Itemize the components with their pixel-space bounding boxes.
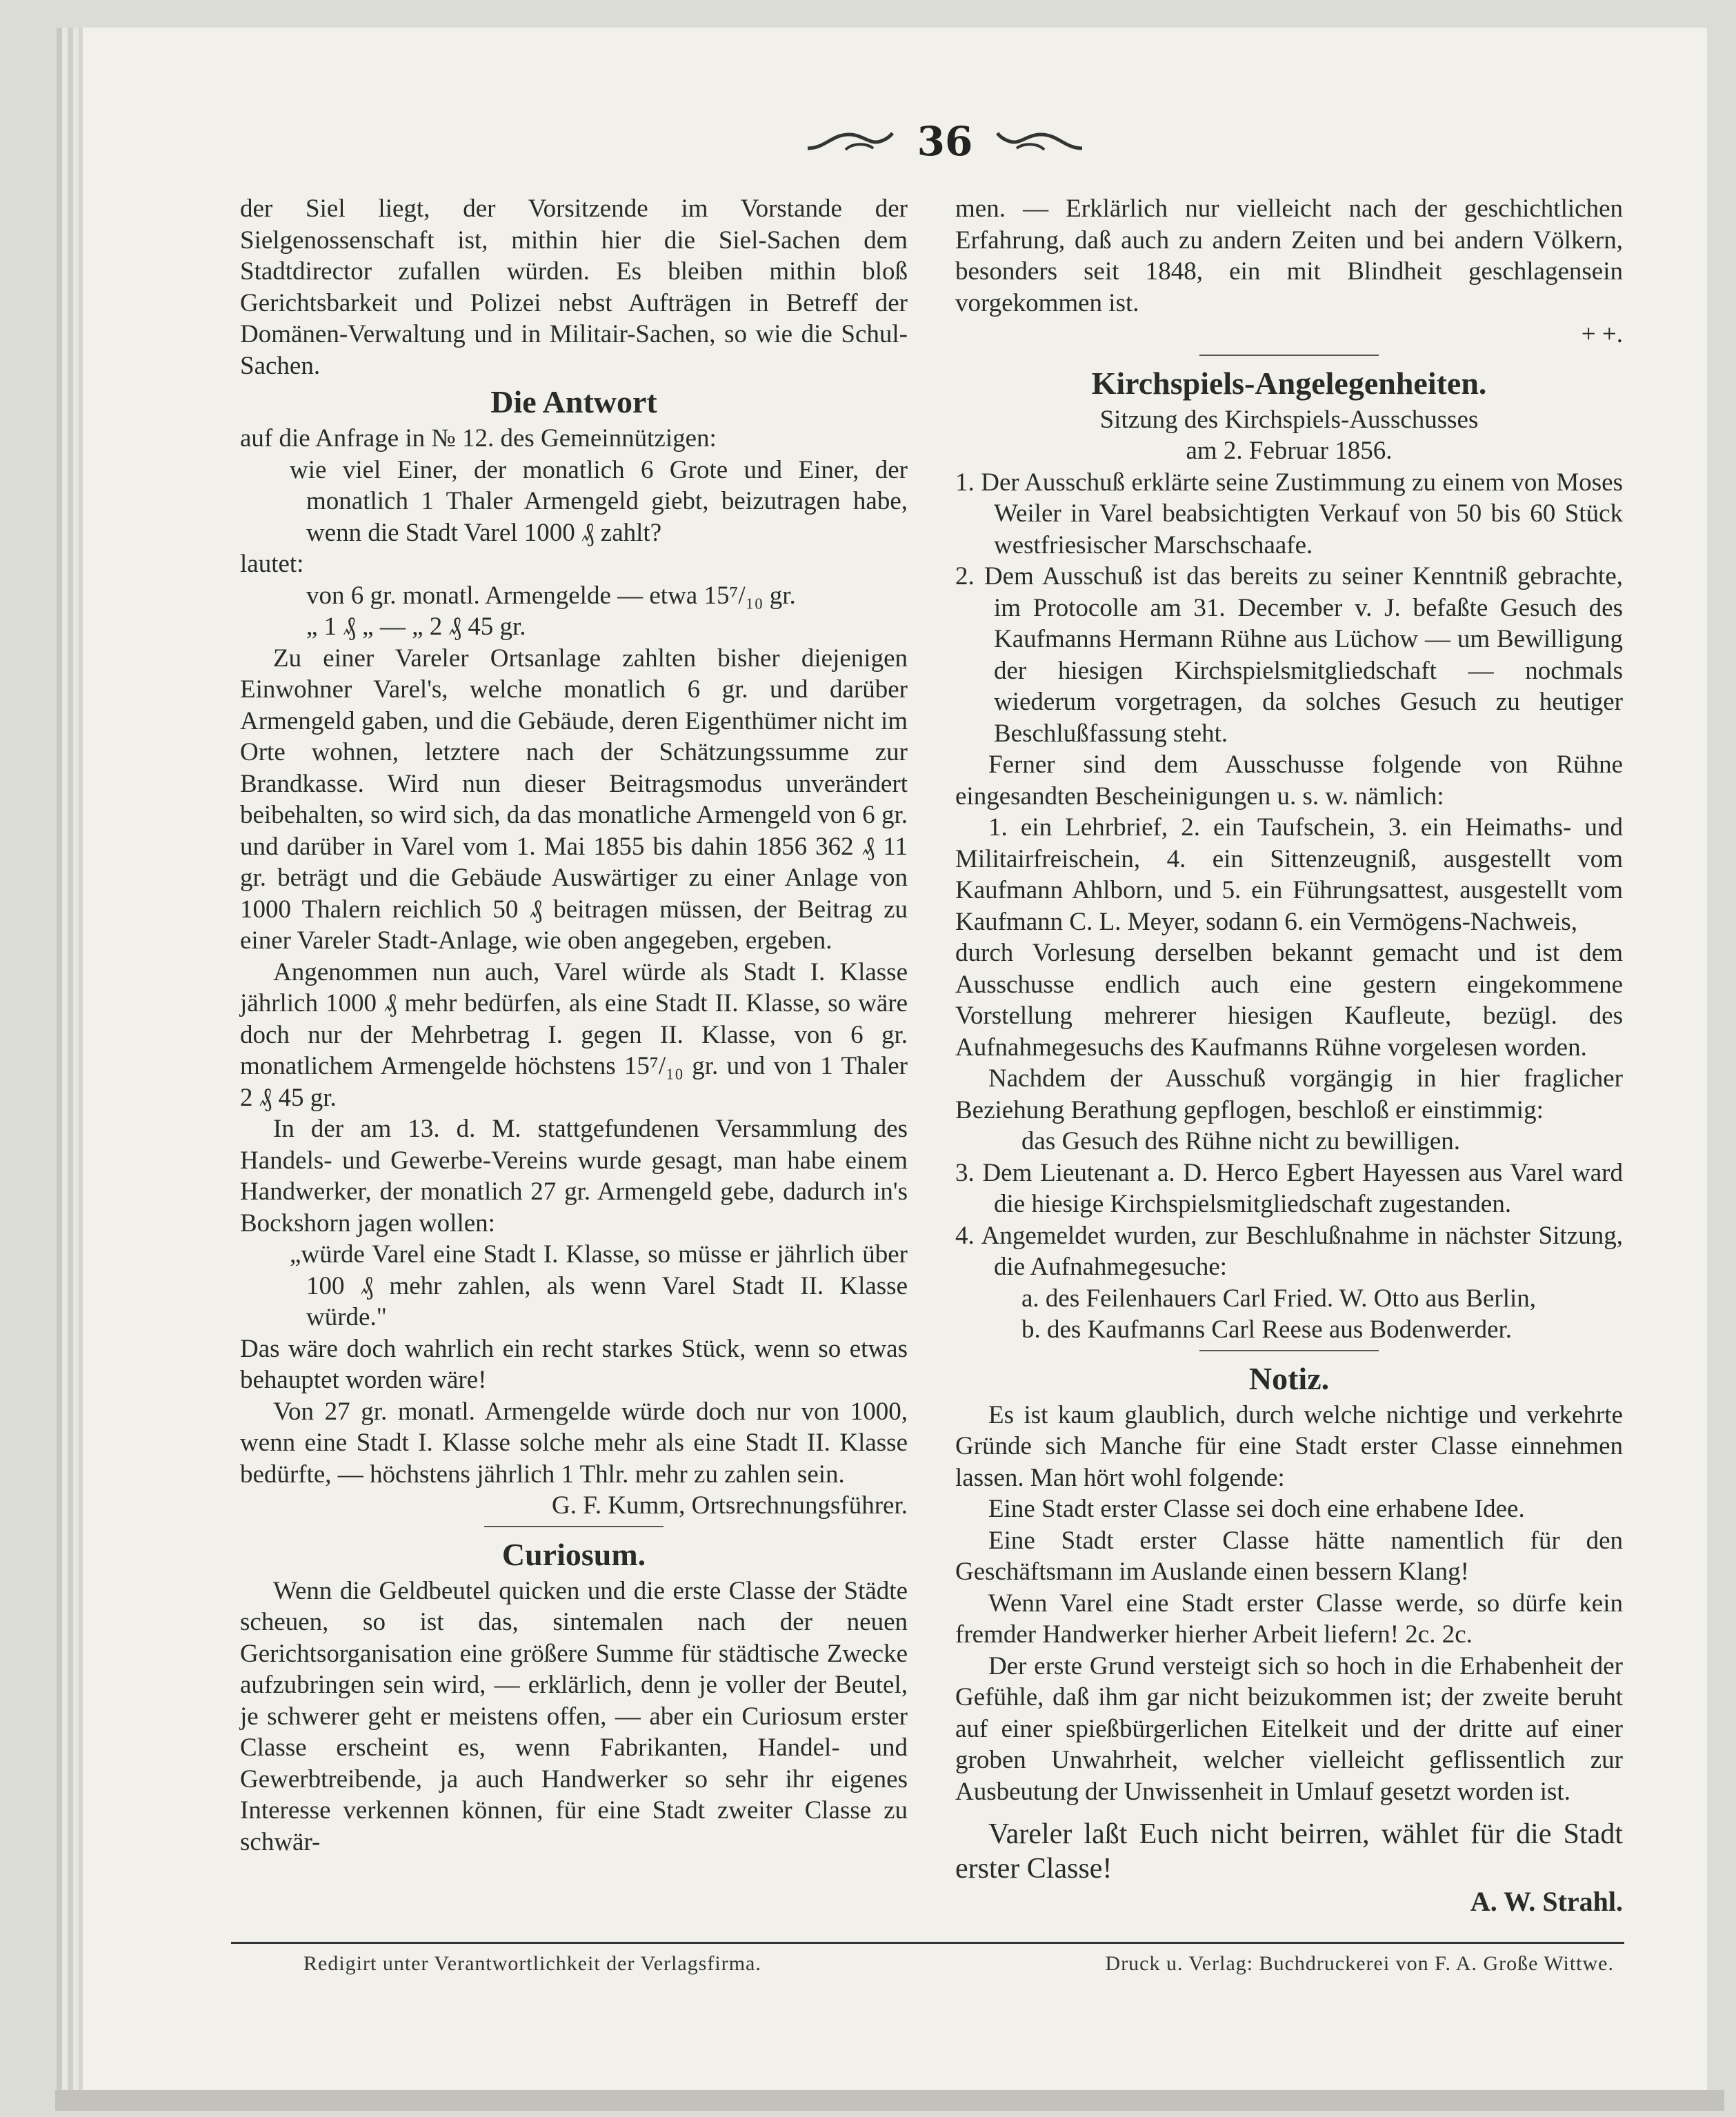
notiz-paragraph-2: Eine Stadt erster Classe sei doch eine erhabene Idee. (988, 1495, 1525, 1523)
left-column (240, 193, 908, 1858)
left-ornament-icon (804, 128, 894, 155)
item-1: 1. Der Ausschuß erklärte seine Zustimmung zu einem von Moses Weiler in Varel beabsichtigten Verkauf von 50 bis 60 Stück westfriesischer Marschschaafe. (955, 468, 1623, 559)
footer-editor: Redigirt unter Verantwortlichkeit der Verlagsfirma. (303, 1952, 761, 1975)
continuation-paragraph: men. — Erklärlich nur vielleicht nach der geschichtlichen Erfahrung, daß auch zu andern Zeiten und bei andern Völkern, besonders seit 1848, ein mit Blindheit geschlagensein vorgekommen ist. (955, 195, 1623, 317)
item-4-b: b. des Kaufmanns Carl Reese aus Bodenwerder. (1021, 1315, 1513, 1344)
curiosum-text: Wenn die Geldbeutel quicken und die erste Classe der Städte scheuen, so ist das, sintemalen nach der neuen Gerichtsorganisation eine größere Summe für städtische Zwecke aufzubringen sein wird, — erklärlich, denn je voller der Beutel, je schwerer geht er meistens offen, — aber ein Curiosum erster Classe erscheint es, wenn Fabrikanten, Handel- und Gewerbtreibende, ja auch Handwerker so sehr ihr eigenes Interesse verkennen können, für eine Stadt zweiter Classe zu schwär- (240, 1576, 908, 1856)
paragraph-2: Angenommen nun auch, Varel würde als Stadt I. Klasse jährlich 1000 ₰ mehr bedürfen, als eine Stadt II. Klasse, so wäre doch nur der Mehrbetrag I. gegen II. Klasse, von 6 gr. monatlichem Armengelde höchstens 15⁷/₁₀ gr. und von 1 Thaler 2 ₰ 45 gr. (240, 957, 908, 1112)
sitzung-line-2: am 2. Februar 1856. (1186, 437, 1393, 465)
notiz-paragraph-4: Wenn Varel eine Stadt erster Classe werde, so dürfe kein fremder Handwerker hierher Arbeit liefern! 2c. 2c. (955, 1589, 1623, 1649)
antwort-heading: Die Antwort (490, 384, 657, 419)
notiz-paragraph-5: Der erste Grund versteigt sich so hoch in die Erhabenheit der Gefühle, daß ihm gar nicht beizukommen ist; der zweite beruht auf einer spießbürgerlichen Eitelkeit und der dritte auf einer groben Unwahrheit, welcher vielleicht geflissentlich zur Ausbeutung der Unwissenheit in Umlauf gesetzt worden ist. (955, 1651, 1623, 1806)
paragraph-4: Das wäre doch wahrlich ein recht starkes Stück, wenn so etwas behauptet worden wäre! (240, 1334, 908, 1394)
antwort-line: auf die Anfrage in № 12. des Gemeinnützigen: (240, 424, 717, 453)
item-4: 4. Angemeldet wurden, zur Beschlußnahme in nächster Sitzung, die Aufnahmegesuche: (955, 1221, 1623, 1281)
item-2-ferner: Ferner sind dem Ausschusse folgende von Rühne eingesandten Bescheinigungen u. s. w. nämlich: (955, 751, 1623, 811)
item-2: 2. Dem Ausschuß ist das bereits zu seiner Kenntniß gebrachte, im Protocolle am 31. December v. J. befaßte Gesuch des Kaufmanns Hermann Rühne aus Lüchow — um Bewilligung der hiesigen Kirchspielsmitgliedschaft — nochmals wiederum vorgetragen, da solches Gesuch zu heutiger Beschlußfassung steht. (955, 562, 1623, 748)
paragraph-1: Zu einer Vareler Ortsanlage zahlten bisher diejenigen Einwohner Varel's, welche monatlich 6 gr. und darüber Armengeld gaben, und die Gebäude, deren Eigenthümer nicht im Orte wohnen, letztere nach der Schätzungssumme zur Brandkasse. Wird nun dieser Beitragsmodus unverändert beibehalten, so wird sich, da das monatliche Armengeld von 6 gr. und darüber in Varel vom 1. Mai 1855 bis dahin 1856 362 ₰ 11 gr. beträgt und die Gebäude Auswärtiger zu einer Anlage von 1000 Thalern reichlich 50 ₰ beitragen müssen, der Beitrag zu einer Vareler Stadt-Anlage, wie oben angegeben, ergeben. (240, 644, 908, 955)
paragraph-5: Von 27 gr. monatl. Armengelde würde doch nur von 1000, wenn eine Stadt I. Klasse solche mehr als eine Stadt II. Klasse bedürfte, — höchstens jährlich 1 Thlr. mehr zu zahlen sein. (240, 1397, 908, 1489)
divider (1199, 355, 1379, 356)
notiz-paragraph-1: Es ist kaum glaublich, durch welche nichtige und verkehrte Gründe sich Manche für eine Stadt erster Classe einnehmen lassen. Man hört wohl folgende: (955, 1400, 1623, 1492)
kirchspiel-heading: Kirchspiels-Angelegenheiten. (1091, 365, 1487, 401)
calc-line-1: von 6 gr. monatl. Armengelde — etwa 15⁷/₁₀ gr. (306, 581, 796, 610)
page-edge (55, 2090, 1724, 2111)
footer-printer: Druck u. Verlag: Buchdruckerei von F. A. Große Wittwe. (1105, 1952, 1614, 1975)
kumm-signature: G. F. Kumm, Ortsrechnungsführer. (552, 1491, 908, 1520)
continuation-mark: + +. (1581, 320, 1623, 348)
lautet-label: lautet: (240, 550, 304, 578)
strahl-signature: A. W. Strahl. (1470, 1886, 1623, 1917)
quote: „würde Varel eine Stadt I. Klasse, so müsse er jährlich über 100 ₰ mehr zahlen, als wenn Varel Stadt II. Klasse würde." (290, 1240, 908, 1331)
notiz-paragraph-3: Eine Stadt erster Classe hätte namentlich für den Geschäftsmann im Auslande einen bessern Klang! (955, 1526, 1623, 1586)
sitzung-line-1: Sitzung des Kirchspiels-Ausschusses (1099, 405, 1479, 434)
notiz-heading: Notiz. (1248, 1360, 1330, 1396)
item-2-list: 1. ein Lehrbrief, 2. ein Taufschein, 3. ein Heimaths- und Militairfreischein, 4. ein Sittenzeugniß, ausgestellt vom Kaufmann Ahlborn, und 5. ein Führungsattest, ausgestellt vom Kaufmann C. L. Meyer, sodann 6. ein Vermögens-Nachweis, (955, 813, 1623, 936)
footer-rule (231, 1942, 1624, 1944)
item-2-beschluss: das Gesuch des Rühne nicht zu bewilligen. (1021, 1127, 1461, 1155)
footer (303, 1952, 1614, 1976)
page-header (779, 114, 1110, 169)
intro-paragraph: der Siel liegt, der Vorsitzende im Vorstande der Sielgenossenschaft ist, mithin hier die Siel-Sachen dem Stadtdirector zufallen würden. Es bleiben mithin bloß Gerichtsbarkeit und Polizei nebst Aufträgen in Betreff der Domänen-Verwaltung und in Militair-Sachen, so wie die Schul-Sachen. (240, 195, 908, 380)
calc-line-2: „ 1 ₰ „ — „ 2 ₰ 45 gr. (306, 613, 526, 641)
appeal: Vareler laßt Euch nicht beirren, wählet für die Stadt erster Classe! (955, 1818, 1623, 1885)
item-2-nachdem: Nachdem der Ausschuß vorgängig in hier fraglicher Beziehung Berathung gepflogen, beschloß er einstimmig: (955, 1064, 1623, 1124)
divider (1199, 1350, 1379, 1351)
item-2-vorlesung: durch Vorlesung derselben bekannt gemacht und ist dem Ausschusse endlich auch eine gestern eingekommene Vorstellung mehrerer hiesigen Kaufleute, bezügl. des Aufnahmegesuchs des Kaufmanns Rühne vorgelesen worden. (955, 939, 1623, 1062)
curiosum-heading: Curiosum. (501, 1536, 646, 1572)
right-ornament-icon (996, 128, 1086, 155)
divider (484, 1526, 664, 1527)
item-3: 3. Dem Lieutenant a. D. Herco Egbert Hayessen aus Varel ward die hiesige Kirchspielsmitgliedschaft zugestanden. (955, 1158, 1623, 1218)
right-column (955, 193, 1623, 1918)
page-number: 36 (917, 118, 973, 165)
paragraph-3: In der am 13. d. M. stattgefundenen Versammlung des Handels- und Gewerbe-Vereins wurde gesagt, man habe einem Handwerker, der monatlich 27 gr. Armengeld gebe, dadurch in's Bockshorn jagen wollen: (240, 1115, 908, 1238)
item-4-a: a. des Feilenhauers Carl Fried. W. Otto aus Berlin, (1021, 1284, 1537, 1313)
antwort-question: wie viel Einer, der monatlich 6 Grote und Einer, der monatlich 1 Thaler Armengeld giebt, beizutragen habe, wenn die Stadt Varel 1000 ₰ zahlt? (290, 455, 908, 547)
